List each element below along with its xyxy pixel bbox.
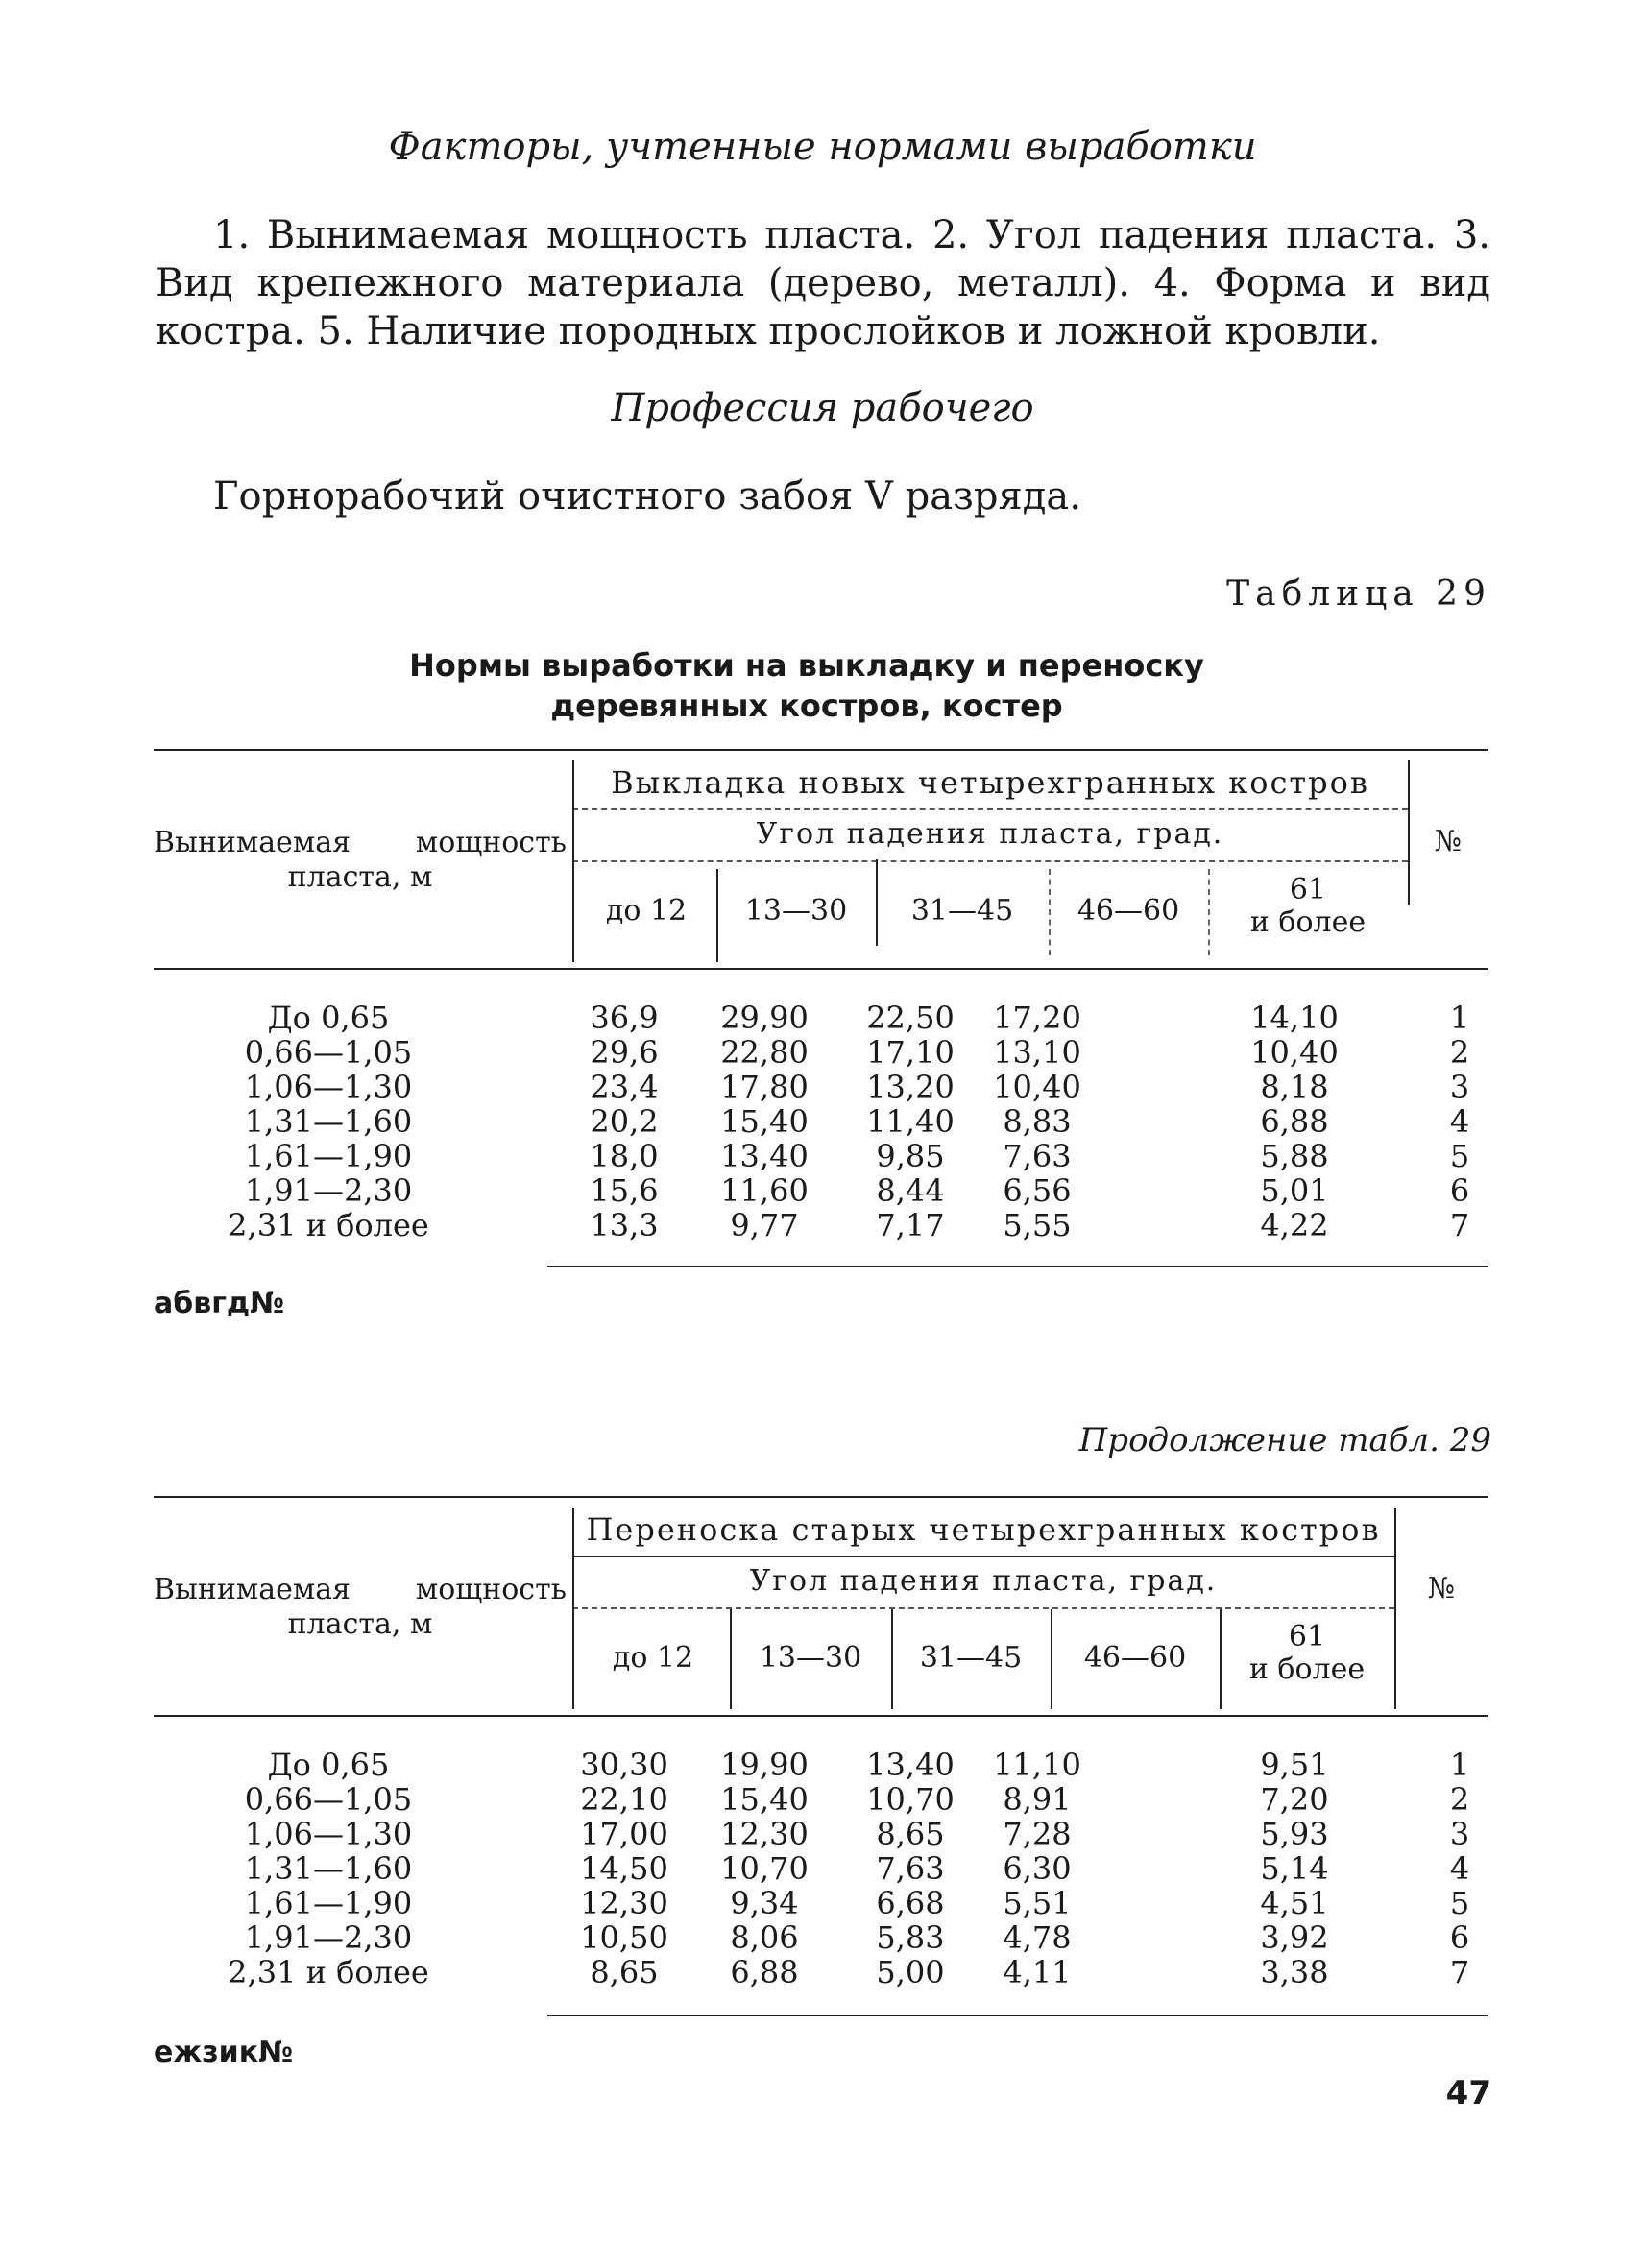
- head-group: Выкладка новых четырехгранных костров: [611, 764, 1369, 801]
- head-col-1: до 12: [605, 894, 688, 928]
- cell-value: 9,77: [730, 1207, 799, 1243]
- table-row: [154, 1173, 1488, 1208]
- rule-letters: [547, 1266, 1488, 1267]
- cell-thickness: 2,31 и более: [228, 1954, 429, 1991]
- cell-value: 29,90: [720, 1000, 809, 1036]
- head-thickness: Вынимаемая мощность пласта, м: [154, 1573, 567, 1641]
- cell-value: 17,00: [580, 1816, 668, 1852]
- cell-value: 4,11: [1003, 1954, 1072, 1991]
- cell-value: 7,28: [1003, 1816, 1072, 1852]
- table-29: [154, 749, 1488, 1344]
- cell-value: 17,80: [720, 1069, 809, 1105]
- cell-row-number: 6: [1449, 1919, 1470, 1956]
- cell-value: 6,88: [1260, 1103, 1329, 1140]
- head-col-3: 31—45: [919, 1641, 1023, 1675]
- cell-value: 22,50: [866, 1000, 955, 1036]
- table-row: [154, 1748, 1488, 1782]
- rule-top: [154, 1496, 1488, 1498]
- cell-value: 7,63: [876, 1850, 945, 1887]
- vline-right: [1394, 1508, 1396, 1709]
- head-thickness: Вынимаемая мощность пласта, м: [154, 826, 567, 894]
- profession-text: Горнорабочий очистного забоя V разряда.: [213, 474, 1081, 519]
- cell-row-number: 6: [1449, 1172, 1470, 1209]
- cell-thickness: До 0,65: [267, 1000, 390, 1036]
- cell-row-number: 3: [1449, 1816, 1470, 1852]
- rule-group: [572, 808, 1408, 810]
- cell-value: 29,6: [590, 1034, 659, 1071]
- head-col-4: 46—60: [1083, 1641, 1187, 1675]
- cell-value: 11,40: [866, 1103, 955, 1140]
- cell-thickness: 1,61—1,90: [244, 1138, 413, 1174]
- cell-value: 20,2: [590, 1103, 659, 1140]
- table-row: [154, 1104, 1488, 1139]
- cell-value: 13,20: [866, 1069, 955, 1105]
- cell-value: 19,90: [720, 1747, 809, 1783]
- cell-value: 12,30: [720, 1816, 809, 1852]
- cell-row-number: 4: [1449, 1103, 1470, 1140]
- rule-head-bottom: [154, 968, 1488, 970]
- cell-value: 30,30: [580, 1747, 668, 1783]
- cell-row-number: 5: [1449, 1138, 1470, 1174]
- column-letter: к: [238, 2036, 259, 2069]
- table-row: [154, 1955, 1488, 1990]
- column-letter: №: [250, 1287, 285, 1320]
- column-letters: [154, 1287, 1488, 1320]
- cell-value: 36,9: [590, 1000, 659, 1036]
- cell-thickness: 1,91—2,30: [244, 1919, 413, 1956]
- head-col-2: 13—30: [759, 1641, 862, 1675]
- rule-group: [572, 1556, 1394, 1557]
- cell-value: 17,20: [993, 1000, 1081, 1036]
- cell-value: 14,10: [1250, 1000, 1339, 1036]
- cell-row-number: 5: [1449, 1885, 1470, 1921]
- cell-value: 7,20: [1260, 1781, 1329, 1818]
- cell-value: 4,22: [1260, 1207, 1329, 1243]
- column-letter: б: [173, 1287, 194, 1320]
- cell-value: 5,51: [1003, 1885, 1072, 1921]
- cell-value: 13,3: [590, 1207, 659, 1243]
- cell-thickness: 1,91—2,30: [244, 1172, 413, 1209]
- column-letter: и: [218, 2036, 239, 2069]
- table-row: [154, 1139, 1488, 1173]
- cell-thickness: 1,31—1,60: [244, 1103, 413, 1140]
- cell-row-number: 2: [1449, 1034, 1470, 1071]
- cell-value: 10,50: [580, 1919, 668, 1956]
- cell-value: 6,56: [1003, 1172, 1072, 1209]
- cell-row-number: 4: [1449, 1850, 1470, 1887]
- cell-value: 23,4: [590, 1069, 659, 1105]
- cell-row-number: 1: [1449, 1747, 1470, 1783]
- cell-thickness: 1,06—1,30: [244, 1069, 413, 1105]
- cell-row-number: 3: [1449, 1069, 1470, 1105]
- cell-value: 7,17: [876, 1207, 945, 1243]
- cell-row-number: 7: [1449, 1207, 1470, 1243]
- cell-value: 10,40: [1250, 1034, 1339, 1071]
- table-caption-line1: Нормы выработки на выкладку и переноску: [409, 647, 1204, 684]
- cell-value: 8,91: [1003, 1781, 1072, 1818]
- head-no: №: [1434, 825, 1463, 858]
- cell-thickness: 2,31 и более: [228, 1207, 429, 1243]
- cell-value: 5,00: [876, 1954, 945, 1991]
- head-angle: Угол падения пласта, град.: [749, 1564, 1218, 1598]
- table-row: [154, 1817, 1488, 1851]
- column-letter: №: [258, 2036, 294, 2069]
- column-letter: г: [211, 1287, 227, 1320]
- table-row: [154, 1920, 1488, 1955]
- column-letter: а: [154, 1287, 174, 1320]
- head-no: №: [1427, 1572, 1456, 1605]
- table-caption-line2: деревянных костров, костер: [550, 688, 1063, 724]
- head-group: Переноска старых четырехгранных костров: [586, 1511, 1381, 1548]
- cell-value: 22,80: [720, 1034, 809, 1071]
- cell-value: 5,55: [1003, 1207, 1072, 1243]
- cell-value: 10,40: [993, 1069, 1081, 1105]
- table-caption: [288, 645, 1325, 726]
- column-letter: е: [154, 2036, 174, 2069]
- cell-value: 5,93: [1260, 1816, 1329, 1852]
- cell-value: 17,10: [866, 1034, 955, 1071]
- cell-value: 7,63: [1003, 1138, 1072, 1174]
- cell-value: 6,68: [876, 1885, 945, 1921]
- cell-value: 3,38: [1260, 1954, 1329, 1991]
- cell-value: 15,6: [590, 1172, 659, 1209]
- column-letter: в: [193, 1287, 212, 1320]
- table-row: [154, 1851, 1488, 1886]
- cell-value: 3,92: [1260, 1919, 1329, 1956]
- cell-thickness: 1,06—1,30: [244, 1816, 413, 1852]
- continuation-label: Продолжение табл. 29: [1078, 1421, 1491, 1460]
- cell-value: 18,0: [590, 1138, 659, 1174]
- table-row: [154, 1035, 1488, 1070]
- cell-row-number: 7: [1449, 1954, 1470, 1991]
- cell-value: 6,30: [1003, 1850, 1072, 1887]
- cell-thickness: 0,66—1,05: [244, 1781, 413, 1818]
- cell-value: 4,78: [1003, 1919, 1072, 1956]
- profession-title: Профессия рабочего: [611, 386, 1034, 430]
- head-col-3: 31—45: [910, 894, 1014, 928]
- cell-value: 9,34: [730, 1885, 799, 1921]
- table-row: [154, 1886, 1488, 1920]
- head-col-5: 61 и более: [1248, 1620, 1366, 1686]
- cell-value: 5,14: [1260, 1850, 1329, 1887]
- head-col-2: 13—30: [744, 894, 848, 928]
- factors-title: Факторы, учтенные нормами выработки: [388, 125, 1257, 169]
- column-letter: д: [226, 1287, 251, 1320]
- cell-row-number: 1: [1449, 1000, 1470, 1036]
- rule-sub: [572, 860, 1408, 862]
- cell-thickness: 1,61—1,90: [244, 1885, 413, 1921]
- cell-value: 11,60: [720, 1172, 809, 1209]
- table-row: [154, 1001, 1488, 1035]
- cell-thickness: 1,31—1,60: [244, 1850, 413, 1887]
- cell-value: 15,40: [720, 1103, 809, 1140]
- cell-value: 13,40: [866, 1747, 955, 1783]
- cell-value: 10,70: [866, 1781, 955, 1818]
- cell-value: 5,83: [876, 1919, 945, 1956]
- cell-row-number: 2: [1449, 1781, 1470, 1818]
- rule-letters: [547, 2015, 1488, 2016]
- cell-value: 13,40: [720, 1138, 809, 1174]
- cell-value: 8,65: [590, 1954, 659, 1991]
- table-label: Таблица 29: [1226, 574, 1491, 614]
- cell-value: 22,10: [580, 1781, 668, 1818]
- column-letter: ж: [173, 2036, 203, 2069]
- cell-value: 8,18: [1260, 1069, 1329, 1105]
- cell-value: 14,50: [580, 1850, 668, 1887]
- cell-value: 8,44: [876, 1172, 945, 1209]
- head-col-5: 61 и более: [1249, 873, 1367, 939]
- head-angle: Угол падения пласта, град.: [756, 817, 1224, 851]
- cell-value: 9,51: [1260, 1747, 1329, 1783]
- cell-value: 9,85: [876, 1138, 945, 1174]
- head-col-1: до 12: [612, 1641, 694, 1675]
- cell-value: 8,06: [730, 1919, 799, 1956]
- cell-value: 13,10: [993, 1034, 1081, 1071]
- table-row: [154, 1782, 1488, 1817]
- factors-text: 1. Вынимаемая мощность пласта. 2. Угол падения пласта. 3. Вид крепежного материала (дерево, металл). 4. Форма и вид костра. 5. Наличие породных прослойков и ложной кровли.: [156, 213, 1490, 353]
- cell-value: 15,40: [720, 1781, 809, 1818]
- table-row: [154, 1070, 1488, 1104]
- cell-value: 4,51: [1260, 1885, 1329, 1921]
- cell-value: 11,10: [993, 1747, 1081, 1783]
- cell-value: 12,30: [580, 1885, 668, 1921]
- cell-value: 6,88: [730, 1954, 799, 1991]
- rule-top: [154, 749, 1488, 751]
- head-col-4: 46—60: [1077, 894, 1180, 928]
- column-letter: з: [202, 2036, 219, 2069]
- rule-head-bottom: [154, 1715, 1488, 1717]
- cell-value: 10,70: [720, 1850, 809, 1887]
- column-letters: [154, 2036, 1488, 2069]
- cell-value: 5,01: [1260, 1172, 1329, 1209]
- cell-value: 8,65: [876, 1816, 945, 1852]
- cell-thickness: До 0,65: [267, 1747, 390, 1783]
- table-29-continued: [154, 1496, 1488, 2091]
- cell-value: 5,88: [1260, 1138, 1329, 1174]
- table-row: [154, 1208, 1488, 1243]
- cell-thickness: 0,66—1,05: [244, 1034, 413, 1071]
- page-number: 47: [1445, 2074, 1491, 2112]
- rule-sub: [572, 1607, 1394, 1609]
- cell-value: 8,83: [1003, 1103, 1072, 1140]
